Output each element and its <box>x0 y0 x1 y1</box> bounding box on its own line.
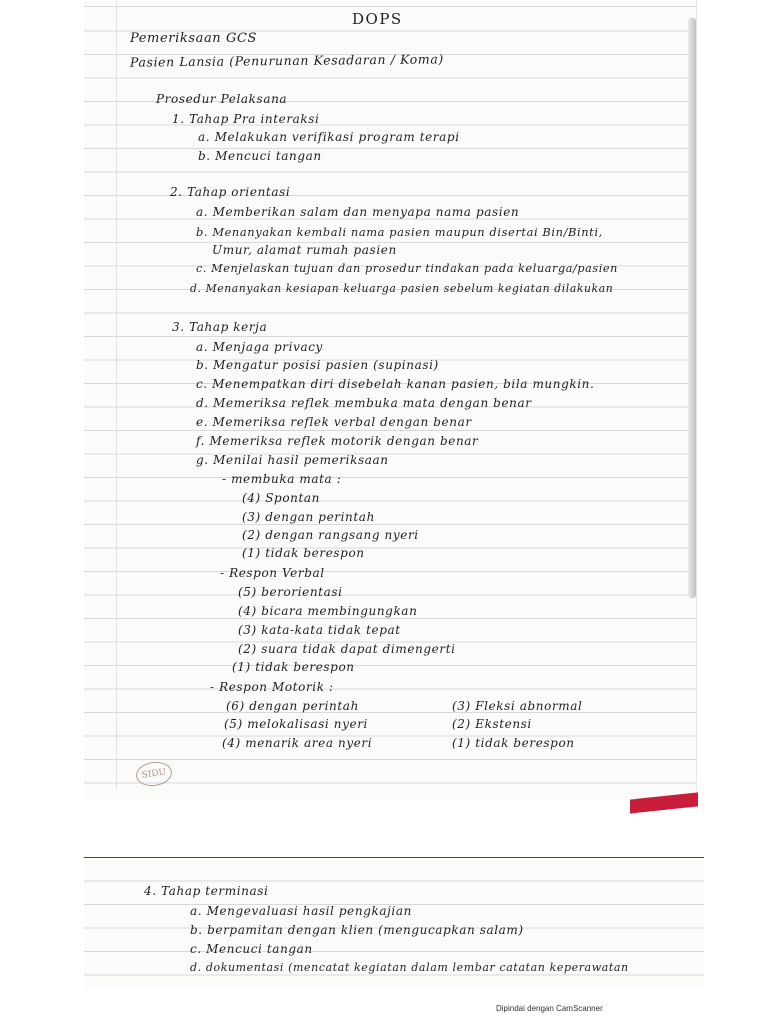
step-3c: c. Menempatkan diri disebelah kanan pasien, bila mungkin. <box>196 377 595 391</box>
heading-pemeriksaan: Pemeriksaan GCS <box>130 31 258 46</box>
eye-score-3: (3) dengan perintah <box>242 510 375 524</box>
motor-score-1: (1) tidak berespon <box>452 736 575 750</box>
verbal-score-4: (4) bicara membingungkan <box>238 604 418 618</box>
step-3e: e. Memeriksa reflek verbal dengan benar <box>196 415 472 429</box>
step-2-heading: 2. Tahap orientasi <box>170 185 291 199</box>
step-2a: a. Memberikan salam dan menyapa nama pasien <box>196 205 520 219</box>
step-3f: f. Memeriksa reflek motorik dengan benar <box>196 434 479 448</box>
step-4-heading: 4. Tahap terminasi <box>144 884 269 898</box>
step-4a: a. Mengevaluasi hasil pengkajian <box>190 904 412 918</box>
page-edge-shadow <box>688 18 696 598</box>
step-4c: c. Mencuci tangan <box>190 942 313 956</box>
motor-score-4: (4) menarik area nyeri <box>222 736 373 750</box>
motor-score-6: (6) dengan perintah <box>226 699 359 713</box>
step-1b: b. Mencuci tangan <box>198 149 322 163</box>
eye-opening-heading: - membuka mata : <box>222 472 342 486</box>
scanner-watermark: Dipindai dengan CamScanner <box>496 1004 603 1013</box>
motor-score-5: (5) melokalisasi nyeri <box>224 717 368 731</box>
verbal-score-1: (1) tidak berespon <box>232 660 355 674</box>
step-4b: b. berpamitan dengan klien (mengucapkan salam) <box>190 923 524 937</box>
eye-score-4: (4) Spontan <box>242 491 320 505</box>
step-3b: b. Mengatur posisi pasien (supinasi) <box>196 358 439 372</box>
eye-score-1: (1) tidak berespon <box>242 546 365 560</box>
step-1a: a. Melakukan verifikasi program terapi <box>198 130 460 144</box>
step-2b: b. Menanyakan kembali nama pasien maupun disertai Bin/Binti, <box>196 225 603 239</box>
heading-prosedur: Prosedur Pelaksana <box>156 92 288 106</box>
step-3g: g. Menilai hasil pemeriksaan <box>196 453 389 467</box>
step-3d: d. Memeriksa reflek membuka mata dengan benar <box>196 396 532 410</box>
page-title: DOPS <box>352 10 403 28</box>
eye-score-2: (2) dengan rangsang nyeri <box>242 528 419 542</box>
step-3-heading: 3. Tahap kerja <box>172 320 268 334</box>
step-1-heading: 1. Tahap Pra interaksi <box>172 112 320 126</box>
verbal-score-3: (3) kata-kata tidak tepat <box>238 623 401 637</box>
heading-pasien: Pasien Lansia (Penurunan Kesadaran / Koma) <box>129 51 444 70</box>
paper-brand-stamp: SIDU <box>135 760 174 789</box>
motor-heading: - Respon Motorik : <box>210 680 334 694</box>
verbal-score-2: (2) suara tidak dapat dimengerti <box>238 642 456 656</box>
verbal-heading: - Respon Verbal <box>220 566 325 580</box>
motor-score-3: (3) Fleksi abnormal <box>452 699 583 713</box>
verbal-score-5: (5) berorientasi <box>238 585 343 599</box>
step-2c: c. Menjelaskan tujuan dan prosedur tindakan pada keluarga/pasien <box>196 262 618 275</box>
page2-rule-top <box>84 857 704 858</box>
step-3a: a. Menjaga privacy <box>196 340 323 354</box>
step-2b-cont: Umur, alamat rumah pasien <box>212 243 397 257</box>
step-4d: d. dokumentasi (mencatat kegiatan dalam lembar catatan keperawatan <box>190 961 629 974</box>
margin-line <box>116 0 117 790</box>
motor-score-2: (2) Ekstensi <box>452 717 532 731</box>
step-2d: d. Menanyakan kesiapan keluarga pasien sebelum kegiatan dilakukan <box>190 282 614 295</box>
